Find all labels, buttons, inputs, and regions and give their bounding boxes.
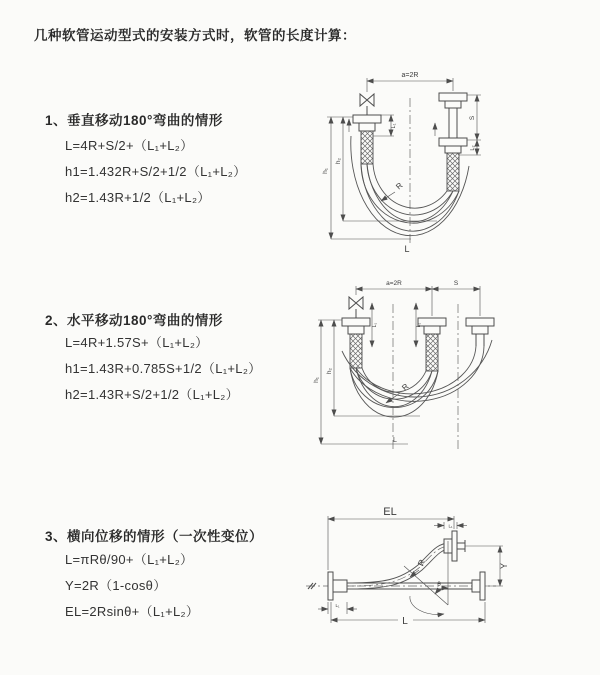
dimension-a2r bbox=[367, 72, 453, 92]
radius-label: R bbox=[415, 557, 428, 568]
s-curve-hose bbox=[347, 543, 450, 589]
length-label: L bbox=[404, 244, 410, 254]
formula-line: Y=2R（1-cosθ） bbox=[65, 578, 167, 593]
radius-callout bbox=[381, 181, 405, 201]
dim-label-s: S bbox=[469, 115, 476, 121]
dimension-h2 bbox=[335, 117, 437, 221]
dim-label-h1: h₁ bbox=[313, 377, 320, 383]
dim-label-a2r: a=2R bbox=[401, 72, 419, 79]
diagram-horizontal-180-bend bbox=[308, 276, 600, 466]
section-1-formulas bbox=[65, 139, 246, 217]
middle-pipe-fitting bbox=[418, 318, 446, 371]
dim-label-h2: h₂ bbox=[335, 157, 342, 165]
diagram-vertical-180-bend bbox=[315, 66, 585, 266]
dimension-l1-bottom bbox=[318, 602, 357, 614]
dim-label-l1: L₁ bbox=[391, 123, 397, 129]
dim-label-l1: L₁ bbox=[372, 322, 378, 328]
formula-line: L=πRθ/90+（L₁+L₂） bbox=[65, 552, 194, 567]
dimension-l bbox=[331, 602, 485, 627]
section-3-formulas bbox=[65, 553, 199, 631]
dimension-a2r bbox=[356, 280, 480, 316]
formula-line: h1=1.432R+S/2+1/2（L₁+L₂） bbox=[65, 164, 247, 179]
dim-label-h1: h₁ bbox=[322, 168, 329, 174]
section-3-heading: 3、横向位移的情形（一次性变位） bbox=[45, 529, 264, 544]
dim-label-l2: L₂ bbox=[470, 145, 476, 151]
diagram-lateral-displacement bbox=[298, 496, 600, 654]
dim-label-h2: h₂ bbox=[326, 367, 333, 375]
hose-u-arcs bbox=[342, 340, 492, 417]
angle-label: θ bbox=[437, 581, 441, 588]
dim-label-a2r: a=2R bbox=[386, 280, 402, 287]
radius-label: R bbox=[400, 381, 411, 393]
valve-icon bbox=[349, 297, 363, 318]
length-label: L bbox=[393, 437, 397, 444]
left-pipe-fitting bbox=[342, 318, 370, 368]
valve-icon bbox=[360, 94, 374, 115]
formula-line: L=4R+S/2+（L₁+L₂） bbox=[65, 138, 194, 153]
dim-label-l1: L₁ bbox=[416, 322, 422, 328]
radius-callout bbox=[410, 558, 427, 577]
top-right-flange-fitting bbox=[444, 531, 465, 561]
section-2-formulas bbox=[65, 336, 261, 414]
dim-label-s: S bbox=[453, 280, 459, 287]
left-pipe-fitting bbox=[353, 115, 381, 164]
dimension-l1-left bbox=[372, 303, 378, 347]
left-flange-fitting bbox=[328, 572, 347, 600]
document-title: 几种软管运动型式的安装方式时，软管的长度计算： bbox=[34, 28, 356, 43]
formula-line: h2=1.43R+S/2+1/2（L₁+L₂） bbox=[65, 387, 239, 402]
dim-label-l1: L₁ bbox=[448, 523, 453, 529]
dimension-l1-top bbox=[434, 522, 467, 529]
section-2-heading: 2、水平移动180°弯曲的情形 bbox=[45, 313, 223, 328]
dimension-el bbox=[328, 506, 454, 570]
radius-label: R bbox=[394, 180, 405, 192]
section-1-heading: 1、垂直移动180°弯曲的情形 bbox=[45, 113, 223, 128]
formula-line: L=4R+1.57S+（L₁+L₂） bbox=[65, 335, 209, 350]
dim-label-y: Y bbox=[499, 562, 509, 570]
displaced-pipe-fitting bbox=[466, 318, 494, 346]
formula-line: EL=2Rsinθ+（L₁+L₂） bbox=[65, 604, 200, 619]
formula-line: h1=1.43R+0.785S+1/2（L₁+L₂） bbox=[65, 361, 262, 376]
dimension-l1-middle bbox=[416, 303, 422, 347]
length-label: L bbox=[402, 616, 408, 627]
dim-label-el: EL bbox=[383, 506, 397, 518]
dim-label-l1: L₁ bbox=[335, 603, 340, 608]
formula-line: h2=1.43R+1/2（L₁+L₂） bbox=[65, 190, 211, 205]
right-pipe-fitting bbox=[439, 93, 467, 191]
